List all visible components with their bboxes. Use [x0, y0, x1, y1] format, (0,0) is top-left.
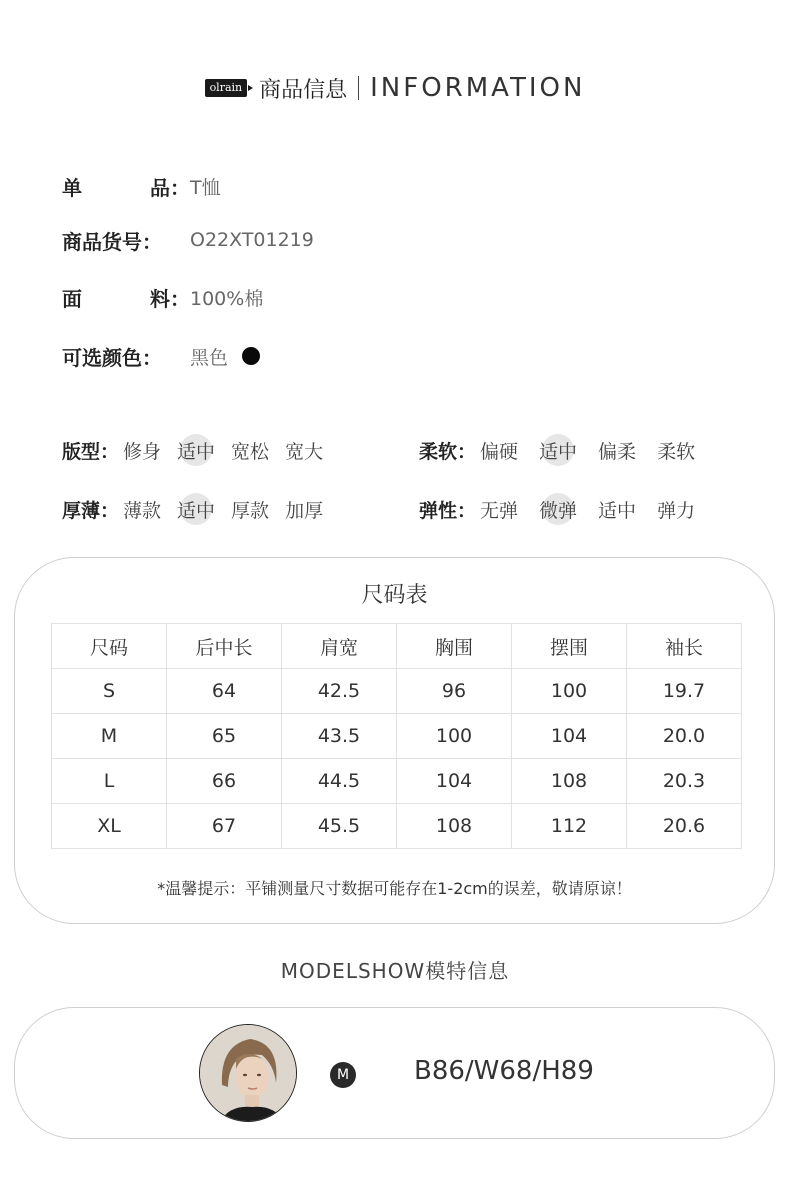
size-chart-title: 尺码表	[361, 583, 428, 608]
table-cell: 112	[512, 804, 627, 849]
table-cell: 44.5	[282, 759, 397, 804]
attr-option-selected: 适中	[539, 437, 577, 464]
table-row	[52, 804, 742, 849]
model-size-badge: M	[330, 1062, 356, 1088]
info-label: 面 料：	[62, 286, 190, 311]
attr-option: 偏硬	[480, 440, 519, 463]
info-value: 100%棉	[190, 287, 264, 310]
info-row-item	[62, 171, 221, 201]
model-portrait-image	[200, 1025, 297, 1122]
table-cell: 96	[397, 669, 512, 714]
model-measurements: B86/W68/H89	[414, 1056, 594, 1086]
attr-option-selected: 微弹	[539, 496, 577, 523]
table-cell: 20.6	[627, 804, 742, 849]
attr-label: 柔软：	[419, 440, 477, 463]
info-label: 单 品：	[62, 175, 190, 200]
table-cell: 45.5	[282, 804, 397, 849]
table-header-cell: 胸围	[397, 624, 512, 669]
table-row	[52, 759, 742, 804]
attr-label: 版型：	[62, 440, 120, 463]
table-cell: 64	[167, 669, 282, 714]
info-label: 可选颜色：	[62, 345, 162, 370]
attr-option: 宽大	[285, 440, 324, 463]
model-info-card	[14, 1007, 775, 1139]
table-header-cell: 后中长	[167, 624, 282, 669]
model-heading: MODELSHOW模特信息	[280, 959, 510, 983]
header-title-en: INFORMATION	[370, 73, 586, 103]
attr-option: 弹力	[657, 499, 696, 522]
table-cell: 43.5	[282, 714, 397, 759]
table-cell: 104	[512, 714, 627, 759]
table-cell: 108	[397, 804, 512, 849]
table-cell: 20.3	[627, 759, 742, 804]
attr-option: 偏柔	[598, 440, 637, 463]
attr-option: 加厚	[285, 499, 324, 522]
table-cell: 65	[167, 714, 282, 759]
section-header	[0, 70, 790, 106]
attr-option: 无弹	[480, 499, 519, 522]
model-avatar	[199, 1024, 297, 1122]
info-value: T恤	[190, 176, 221, 199]
size-table	[51, 623, 742, 849]
attr-option: 薄款	[123, 499, 162, 522]
table-header-row	[52, 624, 742, 669]
table-header-cell: 袖长	[627, 624, 742, 669]
attr-thickness	[62, 492, 339, 526]
info-value: O22XT01219	[190, 229, 314, 251]
table-cell: 42.5	[282, 669, 397, 714]
size-chart-card	[14, 557, 775, 924]
table-cell: 20.0	[627, 714, 742, 759]
table-cell: XL	[52, 804, 167, 849]
attr-softness	[419, 433, 711, 467]
table-header-cell: 肩宽	[282, 624, 397, 669]
attr-label: 厚薄：	[62, 499, 120, 522]
table-cell: 66	[167, 759, 282, 804]
header-title-cn: 商品信息	[259, 77, 348, 103]
attr-option: 厚款	[231, 499, 270, 522]
table-cell: S	[52, 669, 167, 714]
attr-label: 弹性：	[419, 499, 477, 522]
color-swatch-black[interactable]	[242, 347, 260, 365]
info-row-fabric	[62, 282, 263, 312]
table-header-cell: 尺码	[52, 624, 167, 669]
attr-option: 柔软	[657, 440, 696, 463]
table-row	[52, 714, 742, 759]
table-cell: 108	[512, 759, 627, 804]
table-cell: 100	[397, 714, 512, 759]
header-divider	[358, 76, 359, 100]
table-cell: 100	[512, 669, 627, 714]
table-cell: 19.7	[627, 669, 742, 714]
info-row-color	[62, 341, 260, 371]
info-row-sku	[62, 225, 314, 255]
info-label: 商品货号：	[62, 229, 162, 254]
table-cell: 104	[397, 759, 512, 804]
attr-elasticity	[419, 492, 711, 526]
brand-logo: olrain	[205, 79, 248, 97]
attr-fit	[62, 433, 339, 467]
info-value: 黑色	[190, 346, 229, 369]
table-cell: 67	[167, 804, 282, 849]
table-cell: L	[52, 759, 167, 804]
attr-option: 适中	[598, 499, 637, 522]
attr-option: 宽松	[231, 440, 270, 463]
attr-option-selected: 适中	[177, 496, 215, 523]
table-row	[52, 669, 742, 714]
measurement-tip: *温馨提示：平铺测量尺寸数据可能存在1-2cm的误差，敬请原谅！	[157, 879, 632, 898]
attr-option: 修身	[123, 440, 162, 463]
table-cell: M	[52, 714, 167, 759]
attr-option-selected: 适中	[177, 437, 215, 464]
table-header-cell: 摆围	[512, 624, 627, 669]
